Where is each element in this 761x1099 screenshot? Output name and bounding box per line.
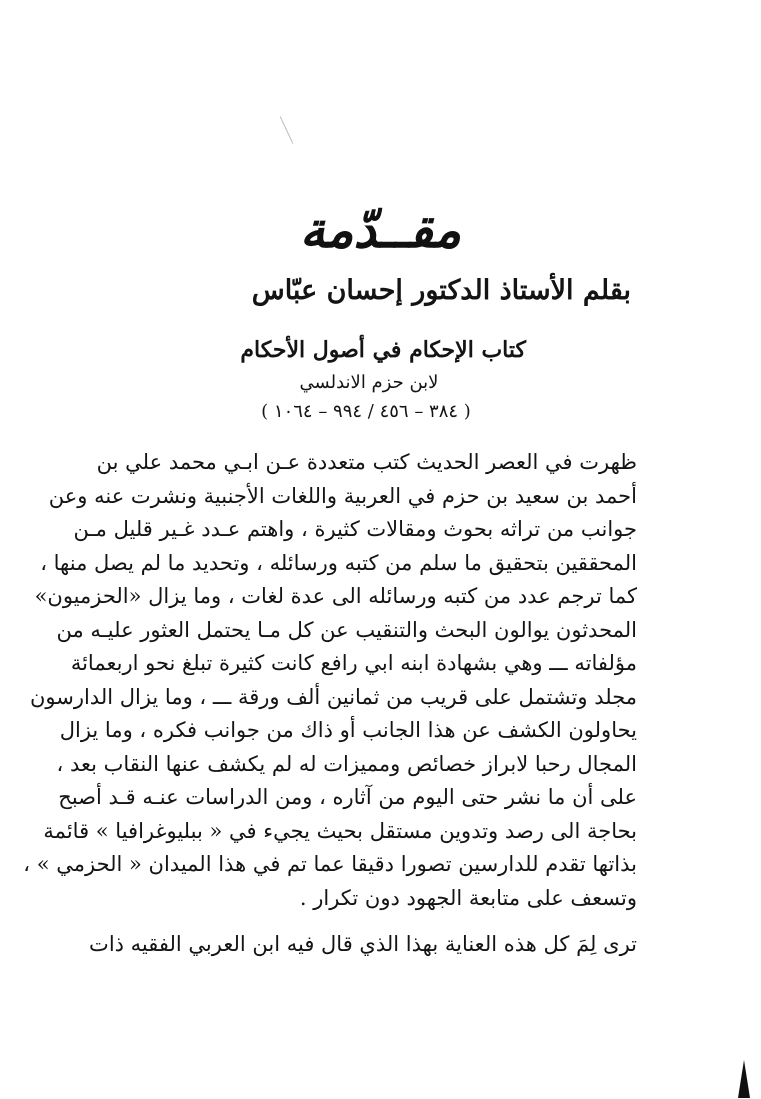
paragraph-line: أحمد بن سعيد بن حزم في العربية واللغات الأجنبية ونشرت عنه وعن bbox=[48, 483, 637, 508]
scan-artifact-line bbox=[280, 116, 294, 144]
paragraph-2 bbox=[89, 928, 637, 962]
paragraph-line: ظهرت في العصر الحديث كتب متعددة عـن ابـي محمد علي بن bbox=[96, 450, 637, 474]
book-author: لابن حزم الاندلسي bbox=[299, 372, 439, 393]
paragraph-line: على أن ما نشر حتى اليوم من آثاره ، ومن الدراسات عنـه قـد أصبح bbox=[58, 785, 637, 809]
paragraph-line: بذاتها تقدم للدارسين تصورا دقيقا عما تم في هذا الميدان « الحزمي » ، bbox=[23, 852, 637, 876]
paragraph-line: مجلد وتشتمل على قريب من ثمانين ألف ورقة ـــ ، وما يزال الدارسون bbox=[29, 684, 637, 709]
paragraph-1 bbox=[23, 446, 637, 915]
book-title: كتاب الإحكام في أصول الأحكام bbox=[240, 337, 526, 363]
paragraph-line: مؤلفاته ـــ وهي بشهادة ابنه ابي رافع كانت كثيرة تبلغ نحو اربعمائة bbox=[70, 651, 637, 675]
page-title: مقــدّمة bbox=[299, 200, 462, 259]
paragraph-line: ترى لِمَ كل هذه العناية بهذا الذي قال فيه ابن العربي الفقيه ذات bbox=[89, 932, 637, 956]
paragraph-line: وتسعف على متابعة الجهود دون تكرار . bbox=[299, 885, 637, 910]
paragraph-line: المحققين بتحقيق ما سلم من كتبه ورسائله ، وتحديد ما لم يصل منها ، bbox=[40, 550, 637, 575]
paragraph-line: بحاجة الى رصد وتدوين مستقل بحيث يجيء في « ببليوغرافيا » قائمة bbox=[43, 818, 637, 843]
paragraph-line: يحاولون الكشف عن هذا الجانب أو ذاك من جوانب فكره ، وما يزال bbox=[59, 718, 637, 742]
paragraph-line: المحدثون يوالون البحث والتنقيب عن كل مـا يحتمل العثور عليـه من bbox=[56, 617, 637, 642]
book-dates: ( ٣٨٤ – ٤٥٦ / ٩٩٤ – ١٠٦٤ ) bbox=[261, 401, 471, 422]
paragraph-line: كما ترجم عدد من كتبه ورسائله الى عدة لغات ، وما يزال «الحزميون» bbox=[34, 584, 637, 608]
scan-artifact-mark bbox=[738, 1060, 750, 1098]
paragraph-line: جوانب من تراثه بحوث ومقالات كثيرة ، واهتم عـدد غـير قليل مـن bbox=[73, 517, 637, 541]
author-line: بقلم الأستاذ الدكتور إحسان عبّاس bbox=[251, 275, 631, 306]
paragraph-line: المجال رحبا لابراز خصائص ومميزات له لم يكشف عنها النقاب بعد ، bbox=[56, 751, 637, 776]
